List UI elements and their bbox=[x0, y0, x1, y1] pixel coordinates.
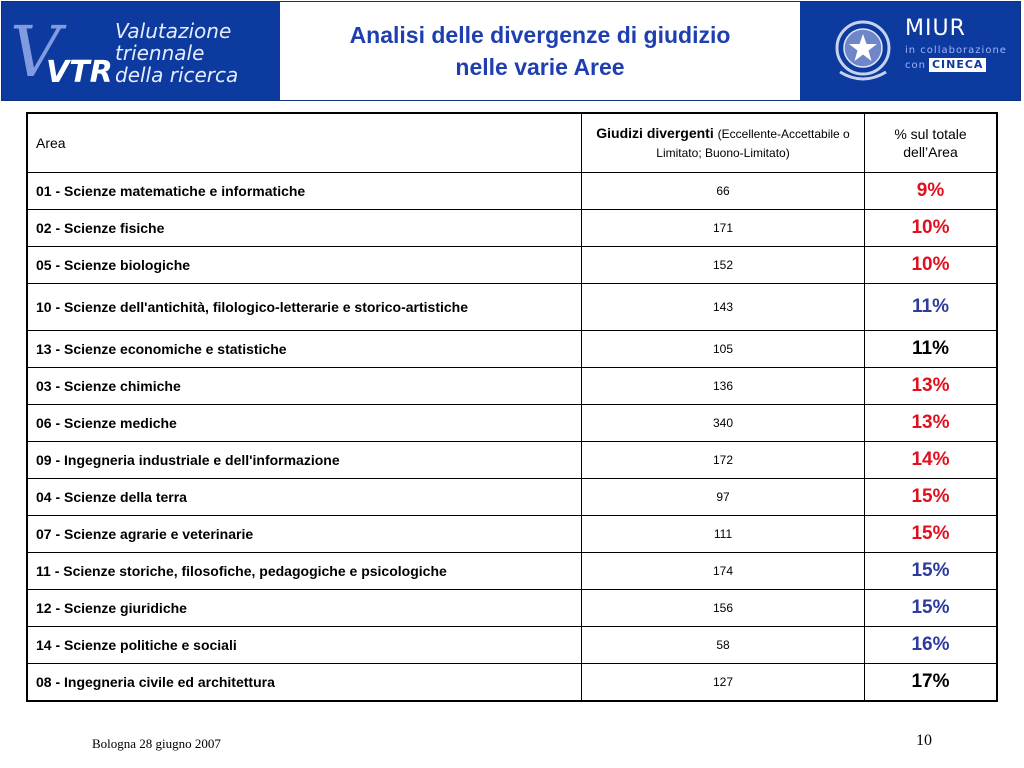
area-name-cell: 04 - Scienze della terra bbox=[27, 479, 582, 516]
percent-cell: 11% bbox=[865, 331, 998, 368]
title-line-1: Analisi delle divergenze di giudizio bbox=[349, 22, 731, 48]
area-name-cell: 05 - Scienze biologiche bbox=[27, 247, 582, 284]
vtr-wordmark bbox=[115, 20, 238, 86]
table-row bbox=[27, 479, 997, 516]
area-name-cell: 10 - Scienze dell'antichità, filologico-letterarie e storico-artistiche bbox=[27, 284, 582, 331]
miur-logo bbox=[800, 2, 1020, 100]
page-number: 10 bbox=[916, 732, 932, 749]
divergent-count-cell: 172 bbox=[582, 442, 865, 479]
table-row bbox=[27, 247, 997, 284]
area-name-cell: 01 - Scienze matematiche e informatiche bbox=[27, 173, 582, 210]
divergent-count-cell: 58 bbox=[582, 627, 865, 664]
table-body bbox=[27, 173, 997, 702]
percent-cell: 16% bbox=[865, 627, 998, 664]
vtr-logo-icon bbox=[8, 10, 116, 94]
table-row bbox=[27, 173, 997, 210]
table-row bbox=[27, 284, 997, 331]
table-row bbox=[27, 664, 997, 702]
area-name-cell: 14 - Scienze politiche e sociali bbox=[27, 627, 582, 664]
header-divergent-bold: Giudizi divergenti bbox=[596, 125, 714, 141]
percent-cell: 15% bbox=[865, 590, 998, 627]
divergent-count-cell: 111 bbox=[582, 516, 865, 553]
miur-collab-line-1: in collaborazione bbox=[905, 45, 1007, 56]
miur-collab-line-2 bbox=[905, 58, 1007, 73]
vtr-logo bbox=[2, 2, 280, 100]
divergent-count-cell: 143 bbox=[582, 284, 865, 331]
table-row bbox=[27, 331, 997, 368]
divergent-count-cell: 340 bbox=[582, 405, 865, 442]
percent-cell: 15% bbox=[865, 479, 998, 516]
area-name-cell: 07 - Scienze agrarie e veterinarie bbox=[27, 516, 582, 553]
miur-name: MIUR bbox=[905, 16, 966, 41]
divergent-count-cell: 127 bbox=[582, 664, 865, 702]
divergent-count-cell: 152 bbox=[582, 247, 865, 284]
area-name-cell: 08 - Ingegneria civile ed architettura bbox=[27, 664, 582, 702]
svg-text:V: V bbox=[10, 11, 61, 93]
vtr-line-2: triennale bbox=[115, 41, 205, 65]
cineca-logo: CINECA bbox=[929, 58, 986, 72]
table-row bbox=[27, 553, 997, 590]
area-name-cell: 13 - Scienze economiche e statistiche bbox=[27, 331, 582, 368]
miur-collab-line-2-text: con bbox=[905, 60, 926, 71]
table-row bbox=[27, 516, 997, 553]
table-row bbox=[27, 627, 997, 664]
percent-cell: 13% bbox=[865, 405, 998, 442]
table-row bbox=[27, 405, 997, 442]
percent-cell: 15% bbox=[865, 516, 998, 553]
vtr-line-1: Valutazione bbox=[115, 19, 232, 43]
divergent-count-cell: 66 bbox=[582, 173, 865, 210]
italian-emblem-icon bbox=[830, 14, 896, 86]
miur-collaboration bbox=[905, 44, 1007, 73]
divergent-count-cell: 171 bbox=[582, 210, 865, 247]
divergence-table bbox=[26, 112, 998, 702]
table-row bbox=[27, 442, 997, 479]
divergent-count-cell: 136 bbox=[582, 368, 865, 405]
divergent-count-cell: 174 bbox=[582, 553, 865, 590]
area-name-cell: 03 - Scienze chimiche bbox=[27, 368, 582, 405]
slide-header bbox=[0, 0, 1024, 102]
table-row bbox=[27, 590, 997, 627]
percent-cell: 10% bbox=[865, 247, 998, 284]
header-percent: % sul totale dell’Area bbox=[865, 113, 998, 173]
area-name-cell: 12 - Scienze giuridiche bbox=[27, 590, 582, 627]
area-name-cell: 09 - Ingegneria industriale e dell'informazione bbox=[27, 442, 582, 479]
percent-cell: 14% bbox=[865, 442, 998, 479]
header-divergent-note: (Eccellente-Accettabile o Limitato; Buono-Limitato) bbox=[656, 127, 850, 160]
slide-title bbox=[280, 2, 800, 100]
area-name-cell: 11 - Scienze storiche, filosofiche, pedagogiche e psicologiche bbox=[27, 553, 582, 590]
percent-cell: 11% bbox=[865, 284, 998, 331]
footer-location-date: Bologna 28 giugno 2007 bbox=[92, 736, 221, 751]
divergent-count-cell: 105 bbox=[582, 331, 865, 368]
vtr-logo-letters: VTR bbox=[46, 55, 113, 90]
table-header-row bbox=[27, 113, 997, 173]
header-area: Area bbox=[27, 113, 582, 173]
percent-cell: 10% bbox=[865, 210, 998, 247]
header-divergent bbox=[582, 113, 865, 173]
vtr-line-3: della ricerca bbox=[115, 63, 239, 87]
percent-cell: 13% bbox=[865, 368, 998, 405]
table-row bbox=[27, 368, 997, 405]
table-row bbox=[27, 210, 997, 247]
title-line-2: nelle varie Aree bbox=[455, 54, 625, 80]
divergent-count-cell: 97 bbox=[582, 479, 865, 516]
area-name-cell: 06 - Scienze mediche bbox=[27, 405, 582, 442]
area-name-cell: 02 - Scienze fisiche bbox=[27, 210, 582, 247]
percent-cell: 15% bbox=[865, 553, 998, 590]
percent-cell: 9% bbox=[865, 173, 998, 210]
percent-cell: 17% bbox=[865, 664, 998, 702]
divergent-count-cell: 156 bbox=[582, 590, 865, 627]
